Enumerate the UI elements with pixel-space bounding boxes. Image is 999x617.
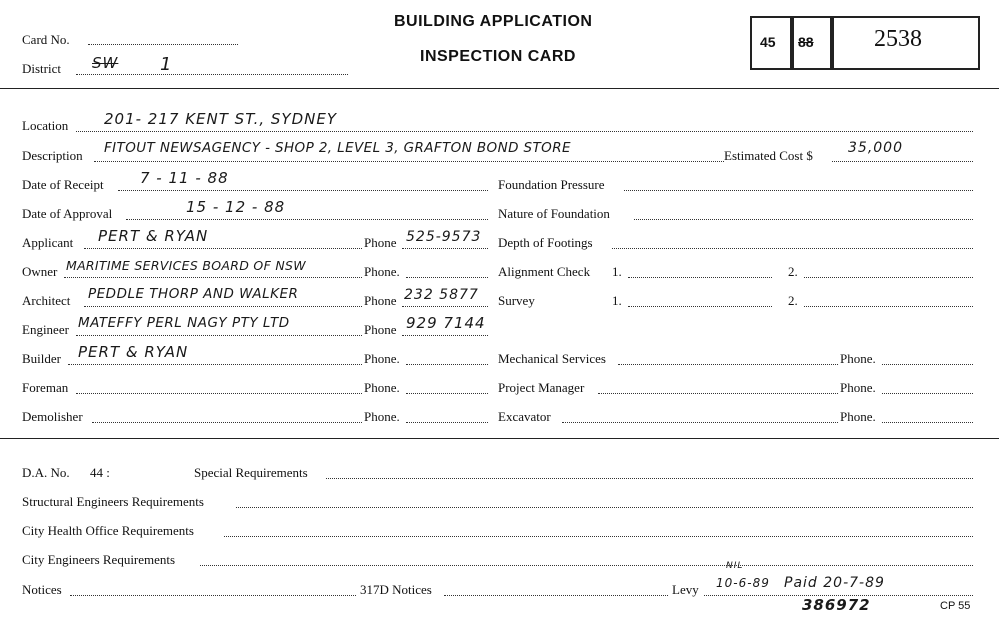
applicant-field[interactable] bbox=[84, 248, 362, 249]
form-title-line1: BUILDING APPLICATION bbox=[394, 13, 593, 30]
alignment-check-num1: 1. bbox=[612, 264, 622, 279]
notices-317d-label: 317D Notices bbox=[360, 582, 432, 597]
demolisher-phone-field[interactable] bbox=[406, 422, 488, 423]
levy-nil-value: NIL bbox=[726, 561, 744, 571]
card-no-label: Card No. bbox=[22, 32, 70, 47]
project-manager-phone-field[interactable] bbox=[882, 393, 973, 394]
survey-label: Survey bbox=[498, 293, 535, 308]
excavator-label: Excavator bbox=[498, 409, 551, 424]
alignment-check-field-2[interactable] bbox=[804, 277, 973, 278]
date-of-receipt-value: 7 - 11 - 88 bbox=[140, 169, 229, 187]
mechanical-services-phone-label: Phone. bbox=[840, 351, 876, 366]
owner-value: MARITIME SERVICES BOARD OF NSW bbox=[66, 258, 306, 273]
date-of-receipt-label: Date of Receipt bbox=[22, 177, 104, 192]
builder-field[interactable] bbox=[68, 364, 362, 365]
demolisher-label: Demolisher bbox=[22, 409, 83, 424]
location-label: Location bbox=[22, 118, 69, 133]
levy-date-value: 10-6-89 bbox=[716, 576, 770, 590]
applicant-value: PERT & RYAN bbox=[98, 227, 209, 245]
notices-field[interactable] bbox=[70, 595, 356, 596]
survey-field-2[interactable] bbox=[804, 306, 973, 307]
card-no-field[interactable] bbox=[88, 44, 238, 45]
estimated-cost-field[interactable] bbox=[832, 161, 973, 162]
foundation-pressure-field[interactable] bbox=[624, 190, 973, 191]
engineer-label: Engineer bbox=[22, 322, 69, 337]
excavator-phone-field[interactable] bbox=[882, 422, 973, 423]
nature-of-foundation-label: Nature of Foundation bbox=[498, 206, 610, 221]
architect-phone-label: Phone bbox=[364, 293, 397, 308]
form-title-line2: INSPECTION CARD bbox=[420, 48, 576, 65]
project-manager-phone-label: Phone. bbox=[840, 380, 876, 395]
foundation-pressure-label: Foundation Pressure bbox=[498, 177, 605, 192]
description-field[interactable] bbox=[94, 161, 724, 162]
middle-rule bbox=[0, 438, 999, 439]
special-requirements-label: Special Requirements bbox=[194, 465, 308, 480]
form-code: CP 55 bbox=[940, 600, 971, 612]
survey-field-1[interactable] bbox=[628, 306, 772, 307]
district-label: District bbox=[22, 61, 61, 76]
applicant-phone-value: 525-9573 bbox=[406, 229, 482, 245]
box-a-text: 45 bbox=[760, 34, 776, 50]
builder-phone-field[interactable] bbox=[406, 364, 488, 365]
location-value: 201- 217 KENT ST., SYDNEY bbox=[104, 110, 337, 128]
engineer-phone-value: 929 7144 bbox=[406, 314, 486, 332]
owner-phone-label: Phone. bbox=[364, 264, 400, 279]
architect-field[interactable] bbox=[84, 306, 362, 307]
builder-phone-label: Phone. bbox=[364, 351, 400, 366]
alignment-check-field-1[interactable] bbox=[628, 277, 772, 278]
mechanical-services-label: Mechanical Services bbox=[498, 351, 606, 366]
da-no-value: 44 : bbox=[90, 465, 110, 480]
levy-label: Levy bbox=[672, 582, 699, 597]
box-b-text: 88 bbox=[798, 34, 814, 50]
structural-requirements-field[interactable] bbox=[236, 507, 973, 508]
mechanical-services-field[interactable] bbox=[618, 364, 838, 365]
date-of-approval-label: Date of Approval bbox=[22, 206, 113, 221]
nature-of-foundation-field[interactable] bbox=[634, 219, 973, 220]
date-of-receipt-field[interactable] bbox=[118, 190, 488, 191]
engineer-phone-field[interactable] bbox=[402, 335, 488, 336]
alignment-check-label: Alignment Check bbox=[498, 264, 591, 279]
demolisher-phone-label: Phone. bbox=[364, 409, 400, 424]
estimated-cost-value: 35,000 bbox=[848, 140, 903, 156]
date-of-approval-value: 15 - 12 - 88 bbox=[186, 198, 286, 216]
city-engineers-requirements-field[interactable] bbox=[200, 565, 973, 566]
mechanical-services-phone-field[interactable] bbox=[882, 364, 973, 365]
architect-label: Architect bbox=[22, 293, 71, 308]
city-health-requirements-field[interactable] bbox=[224, 536, 973, 537]
applicant-label: Applicant bbox=[22, 235, 74, 250]
engineer-field[interactable] bbox=[76, 335, 362, 336]
special-requirements-field[interactable] bbox=[326, 478, 973, 479]
structural-requirements-label: Structural Engineers Requirements bbox=[22, 494, 204, 509]
applicant-phone-field[interactable] bbox=[402, 248, 488, 249]
receipt-number: 386972 bbox=[802, 596, 871, 614]
engineer-phone-label: Phone bbox=[364, 322, 397, 337]
date-of-approval-field[interactable] bbox=[126, 219, 488, 220]
foreman-label: Foreman bbox=[22, 380, 69, 395]
project-manager-label: Project Manager bbox=[498, 380, 585, 395]
builder-label: Builder bbox=[22, 351, 61, 366]
builder-value: PERT & RYAN bbox=[78, 343, 189, 361]
owner-field[interactable] bbox=[64, 277, 362, 278]
depth-of-footings-field[interactable] bbox=[612, 248, 973, 249]
estimated-cost-label: Estimated Cost $ bbox=[724, 148, 813, 163]
location-field[interactable] bbox=[76, 131, 973, 132]
survey-num1: 1. bbox=[612, 293, 622, 308]
excavator-phone-label: Phone. bbox=[840, 409, 876, 424]
card-number: 2538 bbox=[874, 26, 922, 52]
notices-317d-field[interactable] bbox=[444, 595, 668, 596]
foreman-phone-label: Phone. bbox=[364, 380, 400, 395]
engineer-value: MATEFFY PERL NAGY PTY LTD bbox=[78, 315, 290, 331]
da-no-label: D.A. No. bbox=[22, 465, 70, 480]
notices-label: Notices bbox=[22, 582, 62, 597]
architect-phone-value: 232 5877 bbox=[404, 287, 479, 303]
paid-value: Paid 20-7-89 bbox=[784, 575, 885, 591]
applicant-phone-label: Phone bbox=[364, 235, 397, 250]
architect-phone-field[interactable] bbox=[402, 306, 488, 307]
owner-label: Owner bbox=[22, 264, 58, 279]
description-value: FITOUT NEWSAGENCY - SHOP 2, LEVEL 3, GRAFTON BOND STORE bbox=[104, 140, 571, 156]
owner-phone-field[interactable] bbox=[406, 277, 488, 278]
foreman-phone-field[interactable] bbox=[406, 393, 488, 394]
header-rule bbox=[0, 88, 999, 89]
description-label: Description bbox=[22, 148, 83, 163]
depth-of-footings-label: Depth of Footings bbox=[498, 235, 593, 250]
demolisher-field[interactable] bbox=[92, 422, 362, 423]
district-field[interactable] bbox=[76, 74, 348, 75]
foreman-field[interactable] bbox=[76, 393, 362, 394]
district-struck-value: SW bbox=[92, 54, 119, 72]
city-health-requirements-label: City Health Office Requirements bbox=[22, 523, 194, 538]
architect-value: PEDDLE THORP AND WALKER bbox=[88, 286, 299, 302]
project-manager-field[interactable] bbox=[598, 393, 838, 394]
survey-num2: 2. bbox=[788, 293, 798, 308]
city-engineers-requirements-label: City Engineers Requirements bbox=[22, 552, 176, 567]
alignment-check-num2: 2. bbox=[788, 264, 798, 279]
excavator-field[interactable] bbox=[562, 422, 838, 423]
district-value: 1 bbox=[160, 54, 173, 75]
